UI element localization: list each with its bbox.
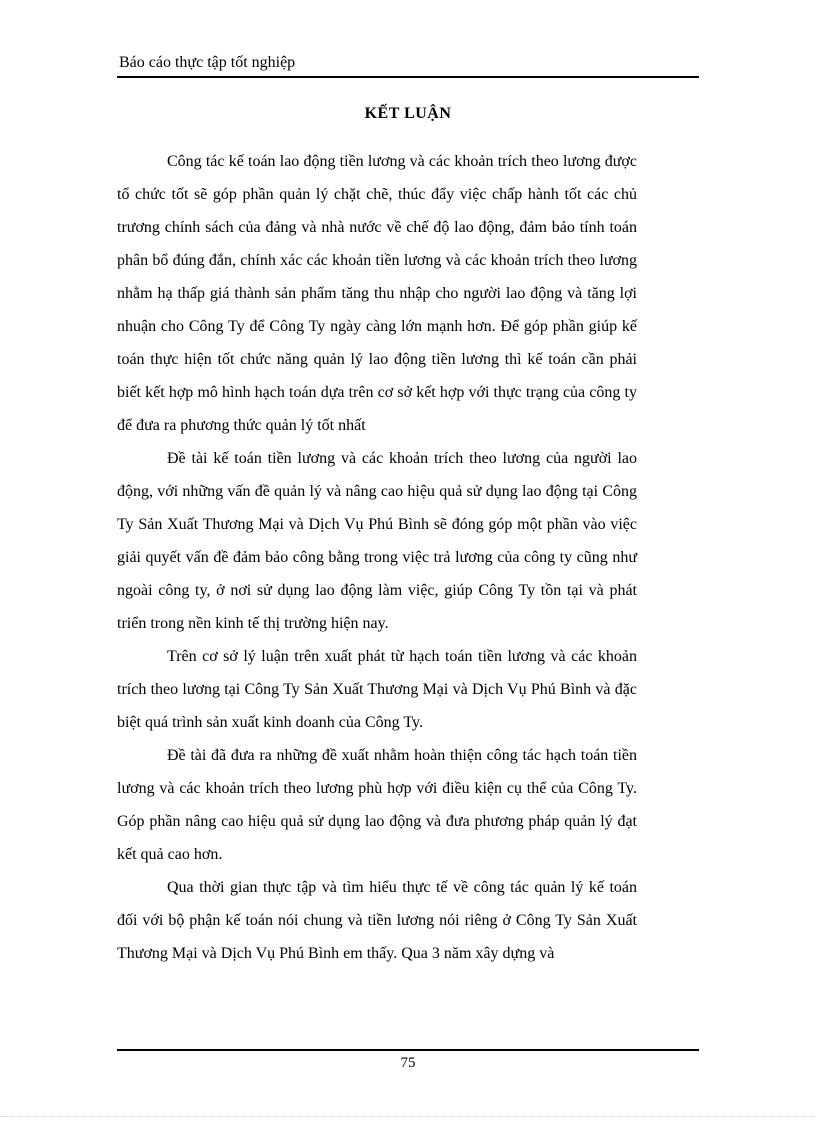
page-edge-divider <box>0 1116 816 1117</box>
paragraph-2: Đề tài kế toán tiền lương và các khoản trích theo lương của người lao động, với những vấn đề quản lý và nâng cao hiệu quả sử dụng lao động tại Công Ty Sản Xuất Thương Mại và Dịch Vụ Phú Bình sẽ đóng góp một phần vào việc giải quyết vấn đề đảm bảo công bằng trong việc trả lương của công ty cũng như ngoài công ty, ở nơi sử dụng lao động làm việc, giúp Công Ty tồn tại và phát triển trong nền kinh tế thị trường hiện nay. <box>117 450 637 632</box>
footer-rule <box>117 1049 699 1051</box>
section-title: KẾT LUẬN <box>364 105 452 122</box>
page-number: 75 <box>400 1055 416 1071</box>
paragraph-4: Đề tài đã đưa ra những đề xuất nhằm hoàn thiện công tác hạch toán tiền lương và các khoản trích theo lương phù hợp với điều kiện cụ thể của Công Ty. Góp phần nâng cao hiệu quả sử dụng lao động và đưa phương pháp quản lý đạt kết quả cao hơn. <box>117 747 637 863</box>
paragraph-1: Công tác kế toán lao động tiền lương và các khoản trích theo lương được tổ chức tốt sẽ góp phần quản lý chặt chẽ, thúc đẩy việc chấp hành tốt các chủ trương chính sách của đảng và nhà nước về chế độ lao động, đảm bảo tính toán phân bổ đúng đắn, chính xác các khoản tiền lương và các khoản trích theo lương nhằm hạ thấp giá thành sản phẩm tăng thu nhập cho người lao động và tăng lợi nhuận cho Công Ty để Công Ty ngày càng lớn mạnh hơn. Để góp phần giúp kế toán thực hiện tốt chức năng quản lý lao động tiền lương thì kế toán cần phải biết kết hợp mô hình hạch toán dựa trên cơ sở kết hợp với thực trạng của công ty để đưa ra phương thức quản lý tốt nhất <box>117 153 637 434</box>
running-header: Báo cáo thực tập tốt nghiệp <box>119 54 296 71</box>
paragraph-5: Qua thời gian thực tập và tìm hiểu thực tế về công tác quản lý kế toán đối với bộ phận kế toán nói chung và tiền lương nói riêng ở Công Ty Sản Xuất Thương Mại và Dịch Vụ Phú Bình em thấy. Qua 3 năm xây dựng và <box>117 879 637 962</box>
header-rule <box>117 76 699 78</box>
body-text <box>117 145 637 970</box>
paragraph-3: Trên cơ sở lý luận trên xuất phát từ hạch toán tiền lương và các khoản trích theo lương tại Công Ty Sản Xuất Thương Mại và Dịch Vụ Phú Bình và đặc biệt quá trình sản xuất kinh doanh của Công Ty. <box>117 648 637 731</box>
